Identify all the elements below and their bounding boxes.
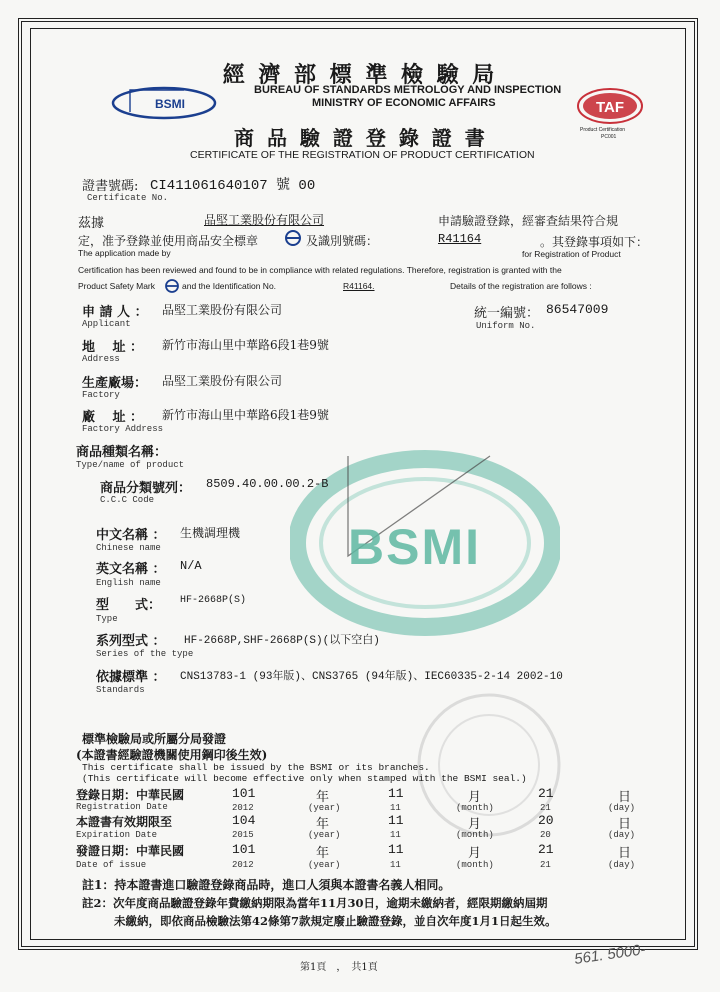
en-line-1a: The application made by	[78, 248, 171, 258]
product-type-label: 商品種類名稱：	[76, 445, 168, 460]
english-name-value: N/A	[180, 559, 202, 573]
date-label-en: Registration Date	[76, 802, 168, 812]
cert-no-label: 證書號碼:	[82, 179, 139, 194]
date-label: 發證日期：中華民國	[76, 844, 185, 858]
ministry-name-en: MINISTRY OF ECONOMIC AFFAIRS	[312, 97, 496, 109]
address-label: 地 址 ：	[82, 340, 144, 355]
date-month: 11	[388, 842, 404, 857]
en-line-3c: R41164.	[343, 281, 375, 291]
date-year-roc: 101	[232, 842, 256, 857]
factory-address-label-en: Factory Address	[82, 424, 164, 434]
date-label-en: Date of issue	[76, 860, 147, 870]
factory-label-en: Factory	[82, 390, 120, 400]
date-day-en: 21	[540, 803, 551, 813]
en-line-2: Certification has been reviewed and found to be in compliance with related regulations. Therefore, registration is granted with the	[78, 265, 562, 275]
date-day: 20	[538, 813, 554, 828]
intro-prefix: 茲據	[78, 216, 105, 231]
chinese-name-label: 中文名稱 ：	[96, 528, 166, 543]
address-label-en: Address	[82, 354, 120, 364]
year-unit-en: (year)	[308, 860, 341, 870]
issuer-line-3: This certificate shall be issued by the BSMI or its branches.	[82, 762, 430, 773]
month-unit: 月	[468, 790, 482, 805]
safety-mark-icon	[284, 230, 302, 246]
factory-address-label: 廠 址 ：	[82, 410, 144, 425]
series-label: 系列型式 ：	[96, 634, 166, 649]
date-year-ad: 2015	[232, 830, 254, 840]
applicant-label: 申 請 人 ：	[82, 305, 148, 320]
address-value: 新竹市海山里中華路6段1巷9號	[162, 338, 329, 352]
date-month: 11	[388, 813, 404, 828]
intro-text-2c: 。其登錄事項如下：	[540, 235, 649, 249]
date-day: 21	[538, 786, 554, 801]
english-name-label-en: English name	[96, 578, 161, 588]
day-unit-en: (day)	[608, 860, 636, 870]
model-label-en: Type	[96, 614, 118, 624]
chinese-name-label-en: Chinese name	[96, 543, 161, 553]
date-month-en: 11	[390, 830, 401, 840]
date-month-en: 11	[390, 860, 401, 870]
date-day-en: 20	[540, 830, 551, 840]
cert-no-value: CI411061640107 號 00	[150, 178, 316, 194]
series-value: HF-2668P,SHF-2668P(S)(以下空白)	[184, 635, 380, 647]
date-month-en: 11	[390, 803, 401, 813]
safety-mark-icon-en	[164, 279, 180, 293]
date-year-ad: 2012	[232, 803, 254, 813]
bureau-name-en: BUREAU OF STANDARDS METROLOGY AND INSPECTION	[254, 84, 562, 96]
en-line-3b: and the Identification No.	[182, 281, 277, 291]
day-unit: 日	[618, 817, 632, 832]
chinese-name-value: 生機調理機	[180, 526, 241, 540]
year-unit: 年	[316, 790, 330, 805]
uniform-no-label-en: Uniform No.	[476, 321, 536, 331]
date-year-roc: 104	[232, 813, 256, 828]
en-line-3a: Product Safety Mark	[78, 281, 156, 291]
english-name-label: 英文名稱 ：	[96, 562, 166, 577]
date-label-en: Expiration Date	[76, 830, 158, 840]
date-day-en: 21	[540, 860, 551, 870]
month-unit: 月	[468, 817, 482, 832]
year-unit-en: (year)	[308, 803, 341, 813]
ccc-code-label: 商品分類號列：	[100, 481, 192, 496]
model-value: HF-2668P(S)	[180, 595, 247, 606]
note-2-line-2: 未繳納，即依商品檢驗法第42條第7款規定廢止驗證登錄，並自次年度1月1日起生效。	[114, 914, 557, 928]
standards-label: 依據標準 ：	[96, 670, 166, 685]
year-unit: 年	[316, 817, 330, 832]
product-type-label-en: Type/name of product	[76, 460, 185, 470]
day-unit: 日	[618, 790, 632, 805]
standards-label-en: Standards	[96, 685, 145, 695]
issuer-line-2: (本證書經驗證機關使用鋼印後生效)	[76, 748, 268, 762]
date-label: 本證書有效期限至	[76, 815, 173, 829]
bsmi-logo-text: BSMI	[155, 97, 185, 111]
month-unit-en: (month)	[456, 803, 494, 813]
identification-no: R41164	[438, 232, 482, 246]
ccc-code-label-en: C.C.C Code	[100, 495, 155, 505]
intro-text-2b: 及識別號碼：	[306, 234, 379, 248]
date-year-roc: 101	[232, 786, 256, 801]
date-month: 11	[388, 786, 404, 801]
cert-title-en: CERTIFICATE OF THE REGISTRATION OF PRODUCT CERTIFICATION	[190, 149, 535, 161]
intro-text-1: 申請驗證登錄，經審查結果符合規	[438, 214, 619, 228]
day-unit: 日	[618, 846, 632, 861]
taf-code: PC001	[601, 134, 617, 140]
model-label: 型 式：	[96, 598, 162, 613]
month-unit: 月	[468, 846, 482, 861]
date-year-ad: 2012	[232, 860, 254, 870]
factory-value: 品堅工業股份有限公司	[162, 374, 283, 388]
uniform-no-value: 86547009	[546, 302, 609, 317]
applicant-label-en: Applicant	[82, 319, 131, 329]
note-2-line-1: 註2：次年度商品驗證登錄年費繳納期限為當年11月30日，逾期未繳納者，經限期繳納屆期	[82, 896, 548, 910]
issuer-line-4: (This certificate will become effective only when stamped with the BSMI seal.)	[82, 773, 527, 784]
standards-value: CNS13783-1 (93年版)、CNS3765 (94年版)、IEC60335-2-14 2002-10	[180, 671, 563, 683]
handwritten-note: 561. 5000-	[573, 941, 647, 968]
series-label-en: Series of the type	[96, 649, 194, 659]
ccc-code-value: 8509.40.00.00.2-B	[206, 477, 329, 491]
day-unit-en: (day)	[608, 830, 636, 840]
bsmi-watermark-text: BSMI	[348, 519, 481, 575]
day-unit-en: (day)	[608, 803, 636, 813]
company-name: 品堅工業股份有限公司	[204, 213, 325, 227]
month-unit-en: (month)	[456, 860, 494, 870]
applicant-value: 品堅工業股份有限公司	[162, 303, 283, 317]
note-1: 註1：持本證書進口驗證登錄商品時，進口人須與本證書名義人相同。	[82, 878, 451, 892]
date-label: 登錄日期：中華民國	[76, 788, 185, 802]
en-line-1b: for Registration of Product	[522, 249, 621, 259]
cert-title-zh: 商 品 驗 證 登 錄 證 書	[234, 126, 488, 150]
taf-logo	[574, 86, 650, 126]
taf-subtitle: Product Certification	[580, 127, 626, 133]
cert-no-label-en: Certificate No.	[87, 193, 169, 203]
issuer-line-1: 標準檢驗局或所屬分局發證	[82, 732, 227, 746]
bsmi-logo	[110, 84, 218, 122]
taf-logo-text: TAF	[595, 99, 625, 116]
page-number: 第1頁 ， 共1頁	[300, 962, 378, 973]
year-unit-en: (year)	[308, 830, 341, 840]
year-unit: 年	[316, 846, 330, 861]
en-line-3d: Details of the registration are follows :	[450, 281, 592, 291]
uniform-no-label: 統一編號：	[474, 306, 540, 321]
month-unit-en: (month)	[456, 830, 494, 840]
date-day: 21	[538, 842, 554, 857]
intro-text-2: 定，准予登錄並使用商品安全標章	[78, 234, 259, 248]
factory-address-value: 新竹市海山里中華路6段1巷9號	[162, 408, 329, 422]
factory-label: 生產廠場：	[82, 376, 148, 391]
